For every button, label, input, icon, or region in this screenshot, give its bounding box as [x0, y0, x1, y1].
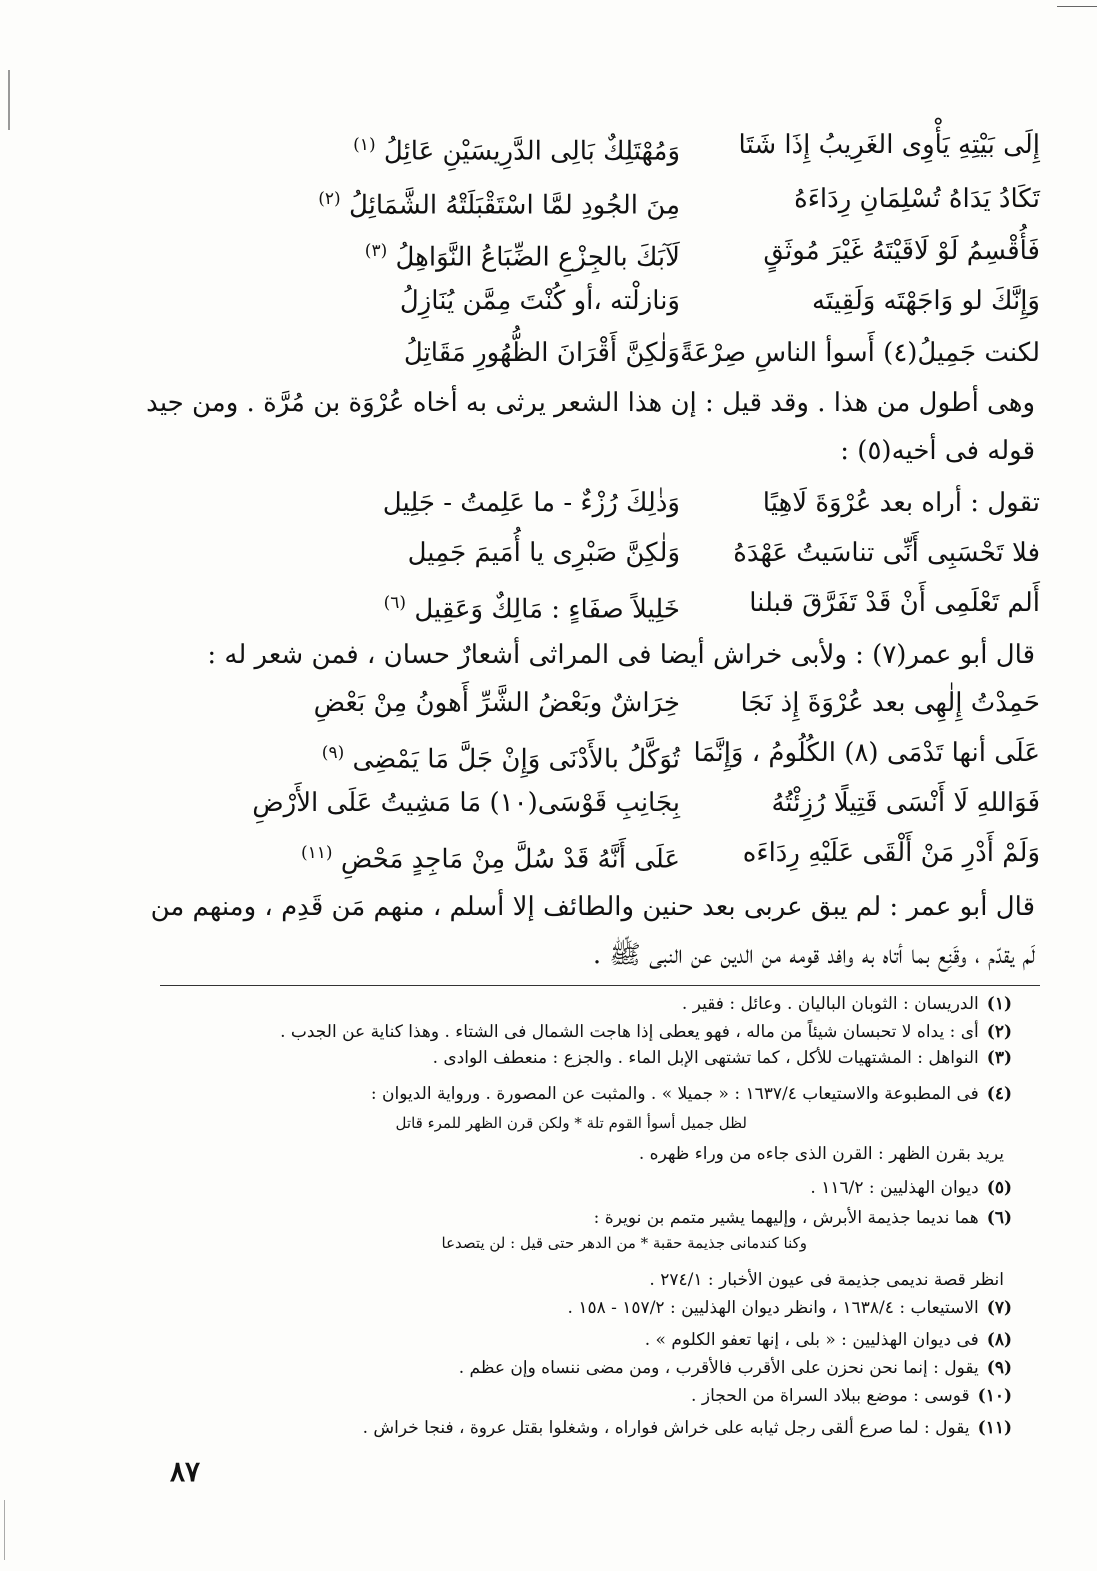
footnote — [260, 1384, 1012, 1408]
footnote-number: (٢) — [986, 1022, 1012, 1042]
footnote-text: يقول : إنما نحن نحزن على الأقرب فالأقرب ، ومن مضى ننساه وإن عظم . — [458, 1358, 979, 1378]
footnote-text: فى المطبوعة والاستيعاب ١٦٣٧/٤ : « جميلا » . والمثبت عن المصورة . ورواية الديوان : — [370, 1084, 979, 1104]
poem-verse — [250, 278, 1040, 324]
verse-first-hemistich: وَلَمْ أَدْرِ مَنْ أَلْقَى عَلَيْهِ رِدَاءَه — [742, 838, 1040, 868]
footnote — [260, 1416, 1012, 1440]
footnote-text: انظر قصة نديمى جذيمة فى عيون الأخبار : ٢٧٤/١ . — [649, 1270, 1004, 1290]
verse-first-hemistich: أَلم تَعْلَمِى أَنْ قَدْ تَفَرَّقَ قبلنا — [749, 588, 1040, 618]
prose-line: قال أبو عمر : لم يبق عربى بعد حنين والطائف إلا أسلم ، منهم مَن قَدِم ، ومنهم من — [150, 892, 1035, 922]
footnote — [260, 1356, 1012, 1380]
verse-first-hemistich: تَكَادُ يَدَاهُ تُسْلِمَانِ رِدَاءَهُ — [794, 184, 1040, 214]
footnote — [260, 1296, 1012, 1320]
verse-first-hemistich: لكنت جَمِيلُ(٤) أَسوأ الناسِ صِرْعَةً — [680, 338, 1040, 368]
verse-second-hemistich — [280, 830, 680, 883]
footnote — [260, 1206, 1012, 1230]
footnote-marker: (١) — [353, 135, 376, 155]
scan-edge-line — [1057, 6, 1097, 7]
poem-verse — [250, 780, 1040, 826]
footnote — [260, 992, 1012, 1016]
poem-verse — [250, 228, 1040, 274]
footnote-number: (٤) — [986, 1084, 1012, 1104]
verse-second-hemistich: وَنازلْته ،أو كُنْتَ مِمَّن يُنَازِلُ — [399, 286, 680, 316]
poem-verse — [250, 330, 1040, 376]
verse-second-hemistich: وَذٰلِكَ رُزْءٌ - ما عَلِمتُ - جَلِيل — [382, 488, 680, 518]
footnote-number: (١١) — [977, 1418, 1012, 1438]
verse-second-hemistich: خِرَاشٌ وبَعْضُ الشَّرِّ أَهونُ مِنْ بَعْضِ — [313, 688, 680, 718]
prose-line: قوله فى أخيه(٥) : — [840, 436, 1035, 466]
footnote-separator — [160, 985, 1040, 986]
verse-first-hemistich: عَلَى أنها تَدْمَى (٨) الكُلُومُ ، وَإِنَّمَا — [693, 738, 1040, 768]
footnote-text: الدريسان : الثوبان الباليان . وعائل : فقير . — [681, 994, 979, 1014]
verse-first-hemistich: فَأُقْسِمُ لَوْ لَاقَيْتَهُ غَيْرَ مُوثَقٍ — [763, 236, 1040, 266]
poem-verse — [250, 830, 1040, 876]
footnote-verse: لظل جميل أسوأ القوم تلة * ولكن قرن الظهر للمرء قاتل — [395, 1114, 747, 1132]
verse-second-hemistich: بِجَانِبِ قَوْسَى(١٠) مَا مَشِيتُ عَلَى الأَرْضِ — [252, 788, 680, 818]
footnote-text: النواهل : المشتهيات للأكل ، كما تشتهى الإبل الماء . والجزع : منعطف الوادى . — [432, 1048, 979, 1068]
scan-margin-mark — [8, 70, 10, 130]
poem-verse — [250, 730, 1040, 776]
verse-second-hemistich — [280, 228, 680, 281]
verse-first-hemistich: حَمِدْتُ إِلٰهِى بعد عُرْوَةَ إِذ نَجَا — [740, 688, 1040, 718]
footnote — [260, 1082, 1012, 1106]
verse-first-hemistich: وَإِنَّكَ لو وَاجَهْتَه وَلَقِيتَه — [812, 286, 1040, 316]
footnote-text: الاستيعاب : ١٦٣٨/٤ ، وانظر ديوان الهذليين : ١٥٧/٢ - ١٥٨ . — [567, 1298, 979, 1318]
hemistich-text: عَلَى أَنَّهُ قَدْ سُلَّ مِنْ مَاجِدٍ مَحْضِ — [340, 844, 680, 875]
verse-first-hemistich: إِلَى بَيْتِهِ يَأْوِى الغَرِيبُ إِذَا شَتَا — [738, 130, 1040, 160]
footnote-text: هما نديما جذيمة الأبرش ، وإليهما يشير متمم بن نويرة : — [593, 1208, 979, 1228]
footnote — [260, 1020, 1012, 1044]
footnote — [260, 1142, 1012, 1166]
footnote-number: (٧) — [986, 1298, 1012, 1318]
footnote-number: (٦) — [986, 1208, 1012, 1228]
footnote-text: ديوان الهذليين : ١١٦/٢ . — [810, 1178, 979, 1198]
poem-verse — [250, 530, 1040, 576]
hemistich-text: وَمُهْتَلِكٌ بَالِى الدَّرِيسَيْنِ عَائِلُ — [383, 136, 680, 167]
verse-second-hemistich — [280, 730, 680, 783]
footnote-text: يريد بقرن الظهر : القرن الذى جاءه من وراء ظهره . — [638, 1144, 1004, 1164]
verse-second-hemistich — [280, 176, 680, 229]
verse-second-hemistich — [280, 580, 680, 633]
verse-second-hemistich — [280, 122, 680, 175]
scan-margin-mark — [4, 1500, 5, 1560]
prose-line: لَم يقدّم ، وقَنِع بما أتاه به وافد قومه من الدين عن النبى ﷺ . — [592, 940, 1035, 970]
footnote-number: (١) — [986, 994, 1012, 1014]
footnote-marker: (٦) — [383, 593, 407, 613]
footnote-number: (٥) — [986, 1178, 1012, 1198]
footnote-text: قوسى : موضع ببلاد السراة من الحجاز . — [691, 1386, 970, 1406]
verse-second-hemistich: وَلٰكِنَّ أَقْرَانَ الظُّهُورِ مَقَاتِلُ — [403, 338, 680, 368]
footnote-number: (٩) — [986, 1358, 1012, 1378]
hemistich-text: لَآبَكَ بالجِزْعِ الضِّبَاعُ النَّوَاهِلُ — [395, 242, 680, 273]
page-number: ٨٧ — [170, 1455, 201, 1488]
footnote-number: (٨) — [986, 1330, 1012, 1350]
verse-first-hemistich: فَوَاللهِ لَا أَنْسَى قَتِيلًا رُزِئْتُهُ — [771, 788, 1040, 818]
footnote-marker: (٩) — [321, 743, 345, 763]
verse-first-hemistich: فلا تَحْسَبِى أَنِّى تناسَيتُ عَهْدَهُ — [733, 538, 1040, 568]
footnote — [260, 1328, 1012, 1352]
footnote — [260, 1268, 1012, 1292]
verse-second-hemistich: وَلٰكِنَّ صَبْرِى يا أُمَيمَ جَمِيل — [407, 538, 680, 568]
footnote-marker: (١١) — [301, 843, 333, 863]
footnote-text: يقول : لما صرع ألقى رجل ثيابه على خراش فواراه ، وشغلوا بقتل عروة ، فنجا خراش . — [362, 1418, 970, 1438]
footnote-text: أى : يداه لا تحبسان شيئاً من ماله ، فهو يعطى إذا هاجت الشمال فى الشتاء . وهذا كناية عن الجدب . — [280, 1022, 979, 1042]
footnote-text: فى ديوان الهذليين : « بلى ، إنها تعفو الكلوم » . — [644, 1330, 979, 1350]
prose-line: وهى أطول من هذا . وقد قيل : إن هذا الشعر يرثى به أخاه عُرْوَة بن مُرَّة . ومن جيد — [146, 388, 1035, 418]
footnote-verse: وكنا كندمانى جذيمة حقبة * من الدهر حتى قيل : لن يتصدعا — [441, 1234, 807, 1252]
footnote — [260, 1176, 1012, 1200]
verse-first-hemistich: تقول : أراه بعد عُرْوَةَ لَاهِيًا — [762, 488, 1040, 518]
footnote — [260, 1046, 1012, 1070]
footnote-marker: (٣) — [364, 241, 388, 261]
hemistich-text: تُوَكَّلُ بالأَدْنَى وَإِنْ جَلَّ مَا يَمْضِى — [352, 744, 680, 775]
footnote-number: (٣) — [986, 1048, 1012, 1068]
footnote-marker: (٢) — [318, 189, 341, 209]
prose-line: قال أبو عمر(٧) : ولأبى خراش أيضا فى المراثى أشعارٌ حسان ، فمن شعر له : — [207, 640, 1035, 670]
hemistich-text: خَلِيلاً صفَاءٍ : مَالِكٌ وَعَقِيل — [414, 594, 680, 625]
hemistich-text: مِنَ الجُودِ لمَّا اسْتَقْبَلَتْهُ الشَّمَائِلُ — [348, 190, 680, 221]
poem-verse — [250, 480, 1040, 526]
poem-verse — [250, 580, 1040, 626]
poem-verse — [250, 122, 1040, 168]
poem-verse — [250, 176, 1040, 222]
poem-verse — [250, 680, 1040, 726]
footnote-number: (١٠) — [977, 1386, 1012, 1406]
